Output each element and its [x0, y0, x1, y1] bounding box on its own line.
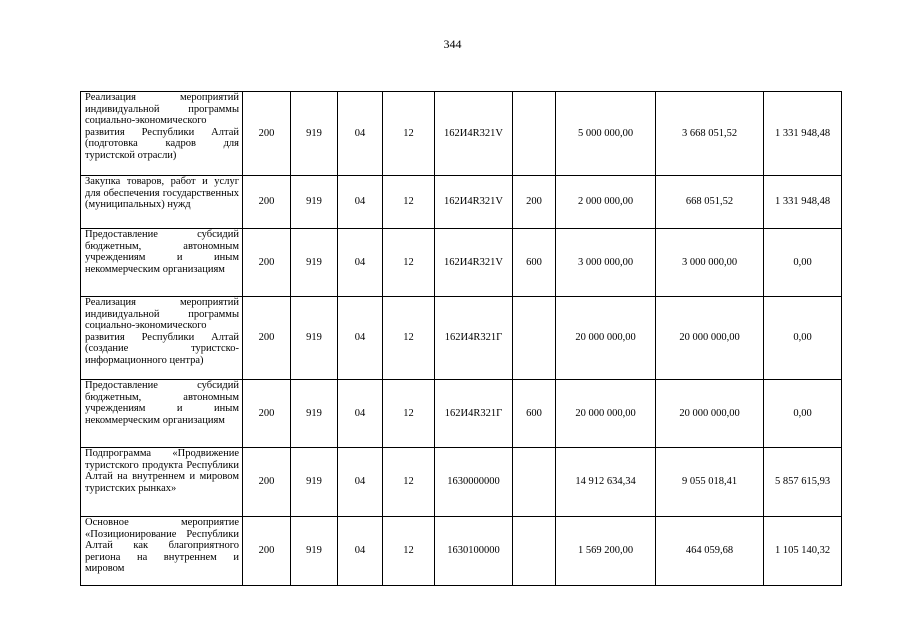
cell-col4: 12 — [383, 297, 435, 380]
cell-col8: 20 000 000,00 — [656, 380, 764, 448]
cell-col1: 200 — [243, 380, 291, 448]
cell-col3: 04 — [338, 380, 383, 448]
cell-col1: 200 — [243, 448, 291, 517]
cell-col4: 12 — [383, 517, 435, 586]
row-description: Реализация мероприятий индивидуальной программы социально-экономического развития Республики Алтай (создание туристско-информационного центра) — [81, 297, 243, 380]
page-number: 344 — [443, 37, 462, 51]
cell-col8: 668 051,52 — [656, 176, 764, 229]
cell-col5: 162И4R321Г — [435, 380, 513, 448]
cell-col6 — [513, 297, 556, 380]
table-row — [81, 517, 842, 586]
cell-col2: 919 — [291, 297, 338, 380]
cell-col1: 200 — [243, 229, 291, 297]
cell-col4: 12 — [383, 92, 435, 176]
cell-col2: 919 — [291, 380, 338, 448]
cell-col6 — [513, 517, 556, 586]
cell-col9: 1 331 948,48 — [764, 176, 842, 229]
cell-col9: 1 105 140,32 — [764, 517, 842, 586]
cell-col1: 200 — [243, 297, 291, 380]
cell-col6: 600 — [513, 229, 556, 297]
cell-col4: 12 — [383, 229, 435, 297]
cell-col7: 5 000 000,00 — [556, 92, 656, 176]
cell-col5: 1630000000 — [435, 448, 513, 517]
cell-col3: 04 — [338, 297, 383, 380]
cell-col6 — [513, 92, 556, 176]
cell-col9: 0,00 — [764, 229, 842, 297]
cell-col2: 919 — [291, 517, 338, 586]
cell-col8: 464 059,68 — [656, 517, 764, 586]
table-row — [81, 448, 842, 517]
table-row — [81, 92, 842, 176]
cell-col8: 20 000 000,00 — [656, 297, 764, 380]
cell-col9: 1 331 948,48 — [764, 92, 842, 176]
cell-col1: 200 — [243, 517, 291, 586]
cell-col5: 162И4R321V — [435, 229, 513, 297]
cell-col4: 12 — [383, 448, 435, 517]
cell-col8: 3 668 051,52 — [656, 92, 764, 176]
cell-col3: 04 — [338, 448, 383, 517]
row-description: Основное мероприятие «Позиционирование Республики Алтай как благоприятного региона на внутреннем и мировом — [81, 517, 243, 586]
table-row — [81, 380, 842, 448]
cell-col9: 0,00 — [764, 297, 842, 380]
cell-col9: 5 857 615,93 — [764, 448, 842, 517]
cell-col2: 919 — [291, 448, 338, 517]
cell-col4: 12 — [383, 380, 435, 448]
row-description: Подпрограмма «Продвижение туристского продукта Республики Алтай на внутреннем и мировом туристских рынках» — [81, 448, 243, 517]
cell-col3: 04 — [338, 92, 383, 176]
cell-col7: 3 000 000,00 — [556, 229, 656, 297]
cell-col5: 162И4R321V — [435, 176, 513, 229]
cell-col7: 14 912 634,34 — [556, 448, 656, 517]
cell-col7: 20 000 000,00 — [556, 297, 656, 380]
cell-col2: 919 — [291, 229, 338, 297]
table-row — [81, 297, 842, 380]
cell-col5: 162И4R321V — [435, 92, 513, 176]
cell-col6: 600 — [513, 380, 556, 448]
cell-col7: 2 000 000,00 — [556, 176, 656, 229]
cell-col1: 200 — [243, 92, 291, 176]
row-description: Закупка товаров, работ и услуг для обеспечения государственных (муниципальных) нужд — [81, 176, 243, 229]
cell-col8: 3 000 000,00 — [656, 229, 764, 297]
row-description: Реализация мероприятий индивидуальной программы социально-экономического развития Республики Алтай (подготовка кадров для туристской отрасли) — [81, 92, 243, 176]
budget-table — [80, 91, 842, 586]
cell-col6 — [513, 448, 556, 517]
cell-col4: 12 — [383, 176, 435, 229]
cell-col8: 9 055 018,41 — [656, 448, 764, 517]
cell-col7: 20 000 000,00 — [556, 380, 656, 448]
row-description: Предоставление субсидий бюджетным, автономным учреждениям и иным некоммерческим организациям — [81, 229, 243, 297]
cell-col1: 200 — [243, 176, 291, 229]
table-row — [81, 229, 842, 297]
cell-col7: 1 569 200,00 — [556, 517, 656, 586]
cell-col5: 162И4R321Г — [435, 297, 513, 380]
cell-col2: 919 — [291, 92, 338, 176]
cell-col9: 0,00 — [764, 380, 842, 448]
cell-col3: 04 — [338, 176, 383, 229]
cell-col3: 04 — [338, 229, 383, 297]
cell-col3: 04 — [338, 517, 383, 586]
cell-col5: 1630100000 — [435, 517, 513, 586]
cell-col2: 919 — [291, 176, 338, 229]
table-row — [81, 176, 842, 229]
cell-col6: 200 — [513, 176, 556, 229]
row-description: Предоставление субсидий бюджетным, автономным учреждениям и иным некоммерческим организациям — [81, 380, 243, 448]
